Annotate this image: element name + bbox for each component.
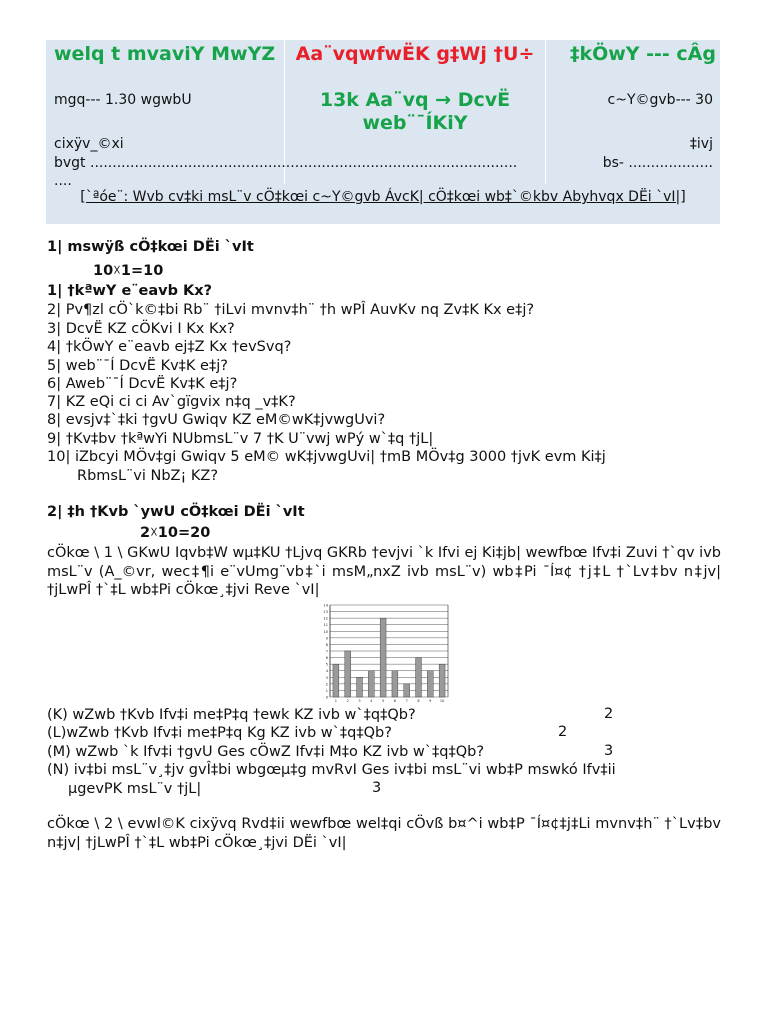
question-8: 8| evsjv‡`‡ki †gvU Gwiqv KZ eM©wK‡jvwgUvi? <box>47 412 386 428</box>
instruction-note <box>46 188 720 207</box>
full-marks-label: c~Y©gvb--- 30 <box>607 92 713 108</box>
x-tick-label: 1 <box>334 699 338 703</box>
x-tick-label: 4 <box>370 699 373 703</box>
y-tick-label: 13 <box>323 610 328 615</box>
x-tick-label: 9 <box>429 699 432 703</box>
bar <box>439 664 445 697</box>
subq-n: (N) iv‡bi msL¨v¸‡jv gvÎ‡bi wbgœµ‡g mvRvI Ges iv‡bi msL¨vi wb‡P mswkó Ifv‡ii <box>47 762 616 778</box>
section1-title: 1| mswÿß cÖ‡kœi DËi `vIt <box>47 239 254 255</box>
x-tick-label: 5 <box>381 699 385 703</box>
bar <box>368 671 374 697</box>
bar <box>333 664 339 697</box>
lesson-title: 13k Aa¨vq → DcvË web¨¯ÍKiY <box>319 89 511 134</box>
subq-n-cont: µgevPK msL¨v †jL| <box>68 781 202 797</box>
y-tick-label: 2 <box>325 682 328 687</box>
y-tick-label: 8 <box>325 642 328 647</box>
subq-n-mark: 3 <box>372 780 382 796</box>
bar <box>416 658 422 697</box>
bar <box>345 651 351 697</box>
examinee-label: cixÿv_©xi <box>54 136 124 152</box>
y-tick-label: 11 <box>323 623 328 628</box>
subject-title: welq t mvaviY MwYZ <box>54 43 276 65</box>
question-1: 1| †kªwY e¨eavb Kx? <box>47 283 213 299</box>
y-tick-label: 6 <box>325 656 328 661</box>
y-tick-label: 0 <box>325 695 328 700</box>
y-tick-label: 9 <box>325 636 328 641</box>
subq-m: (M) wZwb `k Ifv‡i †gvU Ges cÖwZ Ifv‡i M‡o KZ ivb w`‡q‡Qb? <box>47 744 485 760</box>
y-tick-label: 3 <box>325 675 328 680</box>
instruction-note-text: [`ªóe¨: Wvb cv‡ki msL¨v cÖ‡kœi c~Y©gvb ÁvcK| cÖ‡kœi wb‡`©kbv Abyhvqx DËi `vI|] <box>80 189 686 205</box>
y-tick-label: 1 <box>325 688 328 693</box>
x-tick-label: 3 <box>358 699 361 703</box>
subq-l-mark: 2 <box>558 724 568 740</box>
question-4: 4| †kÖwY e¨eavb ej‡Z Kx †evSvq? <box>47 339 292 355</box>
question-3: 3| DcvË KZ cÖKvi I Kx Kx? <box>47 321 235 337</box>
name-field: bvgt ................................................................................................ <box>54 155 518 171</box>
y-tick-label: 5 <box>325 662 328 667</box>
section-field: bs- ................... <box>602 155 713 171</box>
question-5: 5| web¨¯Í DcvË Kv‡K e‡j? <box>47 358 228 374</box>
x-tick-label: 8 <box>417 699 420 703</box>
subq-l: (L)wZwb †Kvb Ifv‡i me‡P‡q Kg KZ ivb w`‡q‡Qb? <box>47 725 392 741</box>
section1-marks: 10☓1=10 <box>93 263 164 279</box>
bar <box>427 671 433 697</box>
question-6: 6| Aweb¨¯Í DcvË Kv‡K e‡j? <box>47 376 238 392</box>
section2-title: 2| ‡h †Kvb `ywU cÖ‡kœi DËi `vIt <box>47 504 305 520</box>
x-tick-label: 6 <box>393 699 397 703</box>
bar <box>392 671 398 697</box>
header-divider <box>545 40 546 184</box>
y-tick-label: 10 <box>323 629 328 634</box>
runs-bar-chart <box>318 601 456 705</box>
y-tick-label: 4 <box>325 669 328 674</box>
question-10-cont: RbmsL¨vi NbZ¡ KZ? <box>77 468 219 484</box>
time-label: mgq--- 1.30 wgwbU <box>54 92 192 108</box>
name-field-tail: .... <box>54 173 72 189</box>
question-7: 7| KZ eQi ci ci Av`gïgvix n‡q _v‡K? <box>47 394 296 410</box>
x-tick-label: 10 <box>439 699 445 703</box>
y-tick-label: 12 <box>323 616 328 621</box>
y-tick-label: 7 <box>325 649 328 654</box>
section2-marks: 2☓10=20 <box>140 525 211 541</box>
question-10: 10| iZbcyi MÖv‡gi Gwiqv 5 eM© wK‡jvwgUvi| †mB MÖv‡g 3000 †jvK evm Ki‡j <box>47 449 606 465</box>
bar <box>404 684 410 697</box>
passage-1: cÖkœ \ 1 \ GKwU Iqvb‡W wµ‡KU †Ljvq GKRb †evjvi `k Ifvi ej Ki‡jb| wewfbœ Ifv‡i Zuvi †`qv ivb msL¨v (A_©vr, wec‡¶i e¨vUmg¨vb‡`i msM„nxZ ivb msL¨v) wb‡Pi ¯Í¤¢ †j‡L †`Lv‡bv n‡jv| †jLwPÎ †`‡L wb‡Pi cÖkœ¸‡jvi Reve `vI| <box>47 545 721 598</box>
subq-m-mark: 3 <box>604 743 614 759</box>
passage-2: cÖkœ \ 2 \ evwl©K cixÿvq Rvd‡ii wewfbœ wel‡qi cÖvß b¤^i wb‡P ¯Í¤¢‡j‡Li mvnv‡h¨ †`Lv‡bv n‡jv| †jLwPÎ †`‡L wb‡Pi cÖkœ¸‡jvi DËi `vI| <box>47 816 721 851</box>
subq-k-mark: 2 <box>604 706 614 722</box>
bar <box>357 677 363 697</box>
class-label: ‡kÖwY --- cÂg <box>569 43 716 65</box>
chapter-title: Aa¨vqwfwËK g‡Wj †U÷ <box>295 43 535 65</box>
y-tick-label: 14 <box>323 603 328 608</box>
subq-k: (K) wZwb †Kvb Ifv‡i me‡P‡q †ewk KZ ivb w`‡q‡Qb? <box>47 707 416 723</box>
question-9: 9| †Kv‡bv †kªwYi NUbmsL¨v 7 †K U¨vwj wPý w`‡q †jL| <box>47 431 434 447</box>
question-2: 2| Pv¶zl cÖ`k©‡bi Rb¨ †iLvi mvnv‡h¨ †h wPÎ AuvKv nq Zv‡K Kx e‡j? <box>47 302 535 318</box>
x-tick-label: 2 <box>346 699 349 703</box>
header-box <box>46 40 720 224</box>
bar <box>380 618 386 697</box>
roll-label: ‡ivj <box>689 136 713 152</box>
x-tick-label: 7 <box>405 699 408 703</box>
